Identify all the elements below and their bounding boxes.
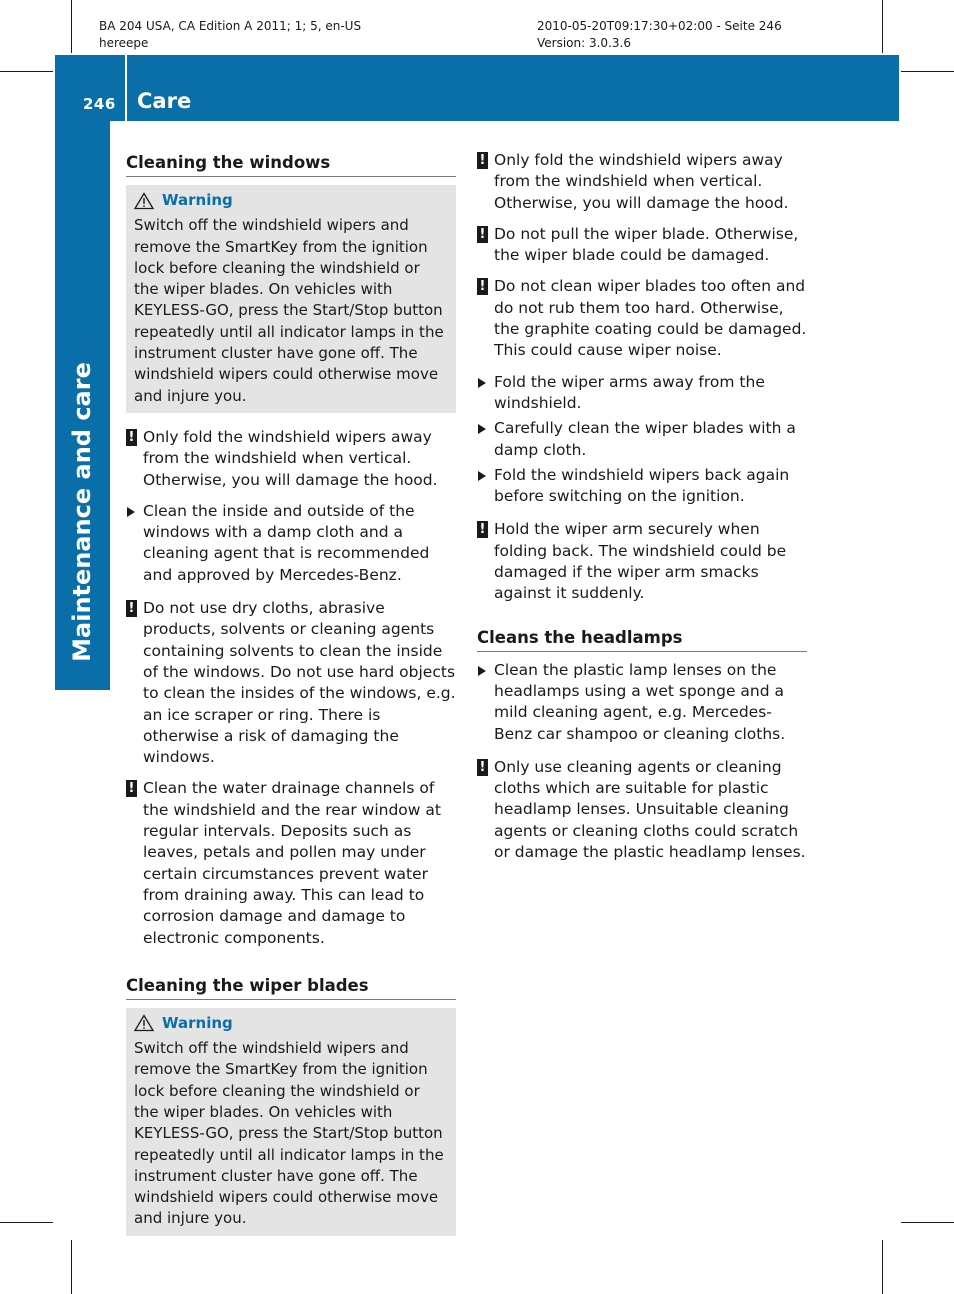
warning-text: Switch off the windshield wipers and remove the SmartKey from the ignition lock before cleaning the windshield or the wiper blades. On vehicles with KEYLESS-GO, press the Start/Stop button repeatedly until all indicator lamps in the instrument cluster have gone off. The windshield wipers could otherwise move and injure you. [134,216,444,405]
note [477,224,807,267]
exclamation-icon: ! [477,278,488,295]
step [477,660,807,745]
step-text: Clean the plastic lamp lenses on the headlamps using a wet sponge and a mild cleaning agent, e.g. Mercedes-Benz car shampoo or cleaning cloths. [494,660,786,743]
exclamation-icon: ! [126,429,137,446]
section-heading: Cleaning the wiper blades [126,975,456,1000]
crop-mark [882,1240,883,1294]
note-text: Only fold the windshield wipers away from the windshield when vertical. Otherwise, you will damage the hood. [494,151,789,212]
warning-label: Warning [162,1013,233,1032]
note [477,757,807,863]
crop-mark [0,1222,53,1223]
header-divider [125,55,127,121]
step [126,501,456,586]
meta-line: 2010-05-20T09:17:30+02:00 - Seite 246 [537,19,782,33]
step [477,372,807,415]
section-heading: Cleaning the windows [126,152,456,177]
warning-title [134,1013,448,1034]
exclamation-icon: ! [477,759,488,776]
exclamation-icon: ! [126,780,137,797]
note [126,598,456,768]
warning-title [134,190,448,211]
print-meta-right [537,18,782,52]
crop-mark [901,1222,954,1223]
exclamation-icon: ! [477,226,488,243]
crop-mark [71,0,72,53]
note-text: Only use cleaning agents or cleaning cloths which are suitable for plastic headlamp lenses. Unsuitable cleaning agents or cleaning cloths could scratch or damage the plastic headlamp lenses. [494,757,806,862]
warning-text: Switch off the windshield wipers and remove the SmartKey from the ignition lock before cleaning the windshield or the wiper blades. On vehicles with KEYLESS-GO, press the Start/Stop button repeatedly until all indicator lamps in the instrument cluster have gone off. The windshield wipers could otherwise move and injure you. [134,1039,444,1228]
arrow-right-icon [127,507,135,517]
warning-box [126,1008,456,1236]
step [477,465,807,508]
note-text: Do not clean wiper blades too often and do not rub them too hard. Otherwise, the graphite coating could be damaged. This could cause wiper noise. [494,277,807,360]
crop-mark [71,1240,72,1294]
side-tab-label: Maintenance and care [68,362,96,662]
step-text: Clean the inside and outside of the windows with a damp cloth and a cleaning agent that is recommended and approved by Mercedes-Benz. [143,501,430,584]
note [477,276,807,361]
note-text: Only fold the windshield wipers away from the windshield when vertical. Otherwise, you will damage the hood. [143,427,438,489]
chapter-title: Care [137,89,192,113]
note-text: Clean the water drainage channels of the windshield and the rear window at regular intervals. Deposits such as leaves, petals and pollen may under certain circumstances prevent water from draining away. This can lead to corrosion damage and damage to electronic components. [143,779,441,947]
page-number: 246 [83,95,116,113]
note [126,427,456,491]
exclamation-icon: ! [126,600,137,617]
print-meta-left [99,18,361,52]
arrow-right-icon [478,666,486,676]
warning-triangle-icon [134,1014,154,1032]
crop-mark [0,71,53,72]
note [477,150,807,214]
meta-line: Version: 3.0.3.6 [537,36,631,50]
step-text: Fold the wiper arms away from the windshield. [494,372,765,412]
arrow-right-icon [478,378,486,388]
right-column [477,150,807,873]
warning-triangle-icon [134,192,154,210]
crop-mark [901,71,954,72]
left-column [126,150,456,1250]
meta-line: hereepe [99,36,149,50]
arrow-right-icon [478,424,486,434]
note-text: Do not pull the wiper blade. Otherwise, the wiper blade could be damaged. [494,224,799,265]
crop-mark [882,0,883,53]
exclamation-icon: ! [477,521,488,538]
arrow-right-icon [478,471,486,481]
step-text: Carefully clean the wiper blades with a damp cloth. [494,419,796,459]
step-text: Fold the windshield wipers back again before switching on the ignition. [494,465,790,506]
warning-box [126,185,456,413]
step [477,418,807,461]
note [126,778,456,948]
meta-line: BA 204 USA, CA Edition A 2011; 1; 5, en-US [99,19,362,33]
section-heading: Cleans the headlamps [477,627,807,652]
note-text: Do not use dry cloths, abrasive products, solvents or cleaning agents containing solvents to clean the inside of the windows. Do not use hard objects to clean the insides of the windows, e.g. an ice scraper or ring. There is otherwise a risk of damaging the windows. [143,599,456,767]
exclamation-icon: ! [477,152,488,169]
note [477,519,807,604]
warning-label: Warning [162,191,233,209]
note-text: Hold the wiper arm securely when folding back. The windshield could be damaged if the wiper arm smacks against it suddenly. [494,520,787,603]
